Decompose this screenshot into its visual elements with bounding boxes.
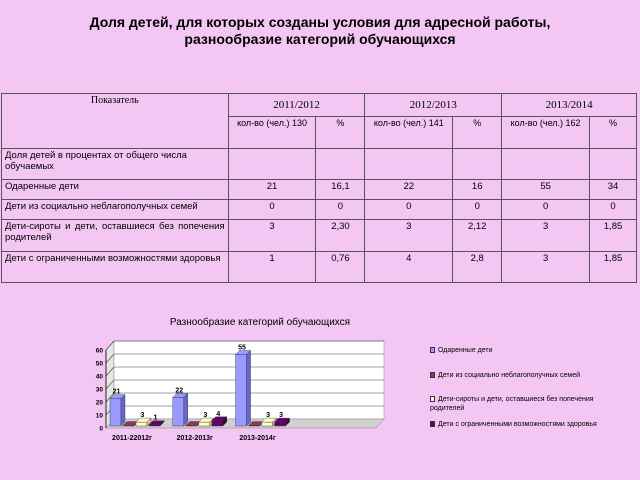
bar: [199, 422, 210, 426]
legend-swatch: [430, 396, 435, 402]
count-header-2: кол-во (чел.) 141: [365, 117, 453, 149]
year-header-2: 2012/2013: [365, 94, 502, 117]
y-tick-label: 30: [95, 386, 103, 394]
table-cell: 2,30: [316, 220, 365, 252]
table-cell: 22: [365, 180, 453, 200]
bar: [173, 397, 184, 426]
legend-item-orphans: [430, 395, 610, 413]
table-cell: 21: [228, 180, 316, 200]
y-tick-label: 60: [95, 347, 103, 355]
bar-chart: [88, 340, 398, 450]
stats-table: [1, 93, 637, 283]
x-tick-label: 2012-2013г: [176, 435, 213, 442]
y-tick-label: 20: [95, 399, 103, 407]
page-title: [0, 14, 640, 48]
data-label: 1: [153, 414, 158, 422]
table-cell: 2,12: [453, 220, 502, 252]
legend-item-disabilities: [430, 420, 610, 429]
table-cell: 16,1: [316, 180, 365, 200]
legend-item-disadvantaged: [430, 371, 610, 380]
table-cell: 0,76: [316, 252, 365, 283]
data-label: 21: [112, 388, 121, 396]
year-header-1: 2011/2012: [228, 94, 365, 117]
chart-title: Разнообразие категорий обучающихся: [169, 317, 351, 328]
row-label: Дети с ограниченными возможностями здоровья: [2, 252, 229, 283]
y-tick-label: 10: [95, 412, 103, 420]
legend-swatch: [430, 372, 435, 378]
row-label: Дети-сироты и дети, оставшиеся без попечения родителей: [2, 220, 229, 252]
bar-side: [247, 351, 251, 427]
bar: [236, 355, 247, 427]
bar: [275, 422, 286, 426]
pct-header-1: %: [316, 117, 365, 149]
data-label: 55: [238, 344, 246, 352]
bar: [212, 421, 223, 426]
indicator-header: Показатель: [2, 94, 229, 149]
table-cell: 1,85: [590, 252, 637, 283]
data-label: 3: [203, 412, 208, 420]
table-cell: 3: [502, 220, 590, 252]
pct-header-3: %: [590, 117, 637, 149]
table-cell: 1: [228, 252, 316, 283]
table-cell: [228, 149, 316, 180]
table-row: [2, 149, 637, 180]
data-label: 3: [279, 412, 284, 420]
table-cell: 2,8: [453, 252, 502, 283]
table-cell: 0: [502, 200, 590, 220]
table-cell: 0: [453, 200, 502, 220]
y-tick-label: 50: [95, 360, 103, 368]
table-cell: [365, 149, 453, 180]
data-label: 3: [266, 412, 271, 420]
legend-label: Дети из социально неблагополучных семей: [438, 372, 581, 379]
table-cell: 0: [316, 200, 365, 220]
table-row: [2, 180, 637, 200]
table-cell: 0: [228, 200, 316, 220]
row-label: Одаренные дети: [2, 180, 229, 200]
table-cell: 1,85: [590, 220, 637, 252]
bar-side: [121, 395, 125, 426]
table-row: [2, 220, 637, 252]
table-cell: [316, 149, 365, 180]
table-cell: 34: [590, 180, 637, 200]
legend-item-gifted: [430, 346, 610, 355]
y-tick-label: 0: [99, 425, 103, 433]
table-cell: 3: [228, 220, 316, 252]
legend-label: Дети с ограниченными возможностями здоровья: [438, 421, 597, 428]
table-cell: 16: [453, 180, 502, 200]
y-tick-label: 40: [95, 373, 103, 381]
data-label: 3: [140, 412, 145, 420]
legend-swatch: [430, 347, 435, 353]
table-cell: [453, 149, 502, 180]
data-label: 4: [216, 410, 221, 418]
title-line-2: разнообразие категорий обучающихся: [184, 31, 456, 47]
table-cell: 4: [365, 252, 453, 283]
data-label: 22: [175, 387, 184, 395]
count-header-3: кол-во (чел.) 162: [502, 117, 590, 149]
table-header-row: [2, 94, 637, 117]
table-cell: 0: [365, 200, 453, 220]
legend-label: Дети-сироты и дети, оставшиеся без попечения родителей: [430, 396, 594, 412]
table-cell: [502, 149, 590, 180]
count-header-1: кол-во (чел.) 130: [228, 117, 316, 149]
table-cell: 55: [502, 180, 590, 200]
legend-label: Одаренные дети: [438, 347, 493, 354]
row-label: Дети из социально неблагополучных семей: [2, 200, 229, 220]
year-header-3: 2013/2014: [502, 94, 637, 117]
legend-swatch: [430, 421, 435, 427]
title-line-1: Доля детей, для которых созданы условия для адресной работы,: [89, 14, 551, 30]
table-row: [2, 252, 637, 283]
table-cell: 3: [502, 252, 590, 283]
x-tick-label: 2011-22012г: [112, 435, 152, 442]
bar: [262, 422, 273, 426]
bar: [110, 399, 121, 426]
table-cell: [590, 149, 637, 180]
bar: [136, 422, 147, 426]
table-row: [2, 200, 637, 220]
pct-header-2: %: [453, 117, 502, 149]
x-tick-label: 2013-2014г: [239, 435, 276, 442]
row-label: Доля детей в процентах от общего числа обучаемых: [2, 149, 229, 180]
table-cell: 3: [365, 220, 453, 252]
table-cell: 0: [590, 200, 637, 220]
bar-side: [184, 393, 188, 426]
